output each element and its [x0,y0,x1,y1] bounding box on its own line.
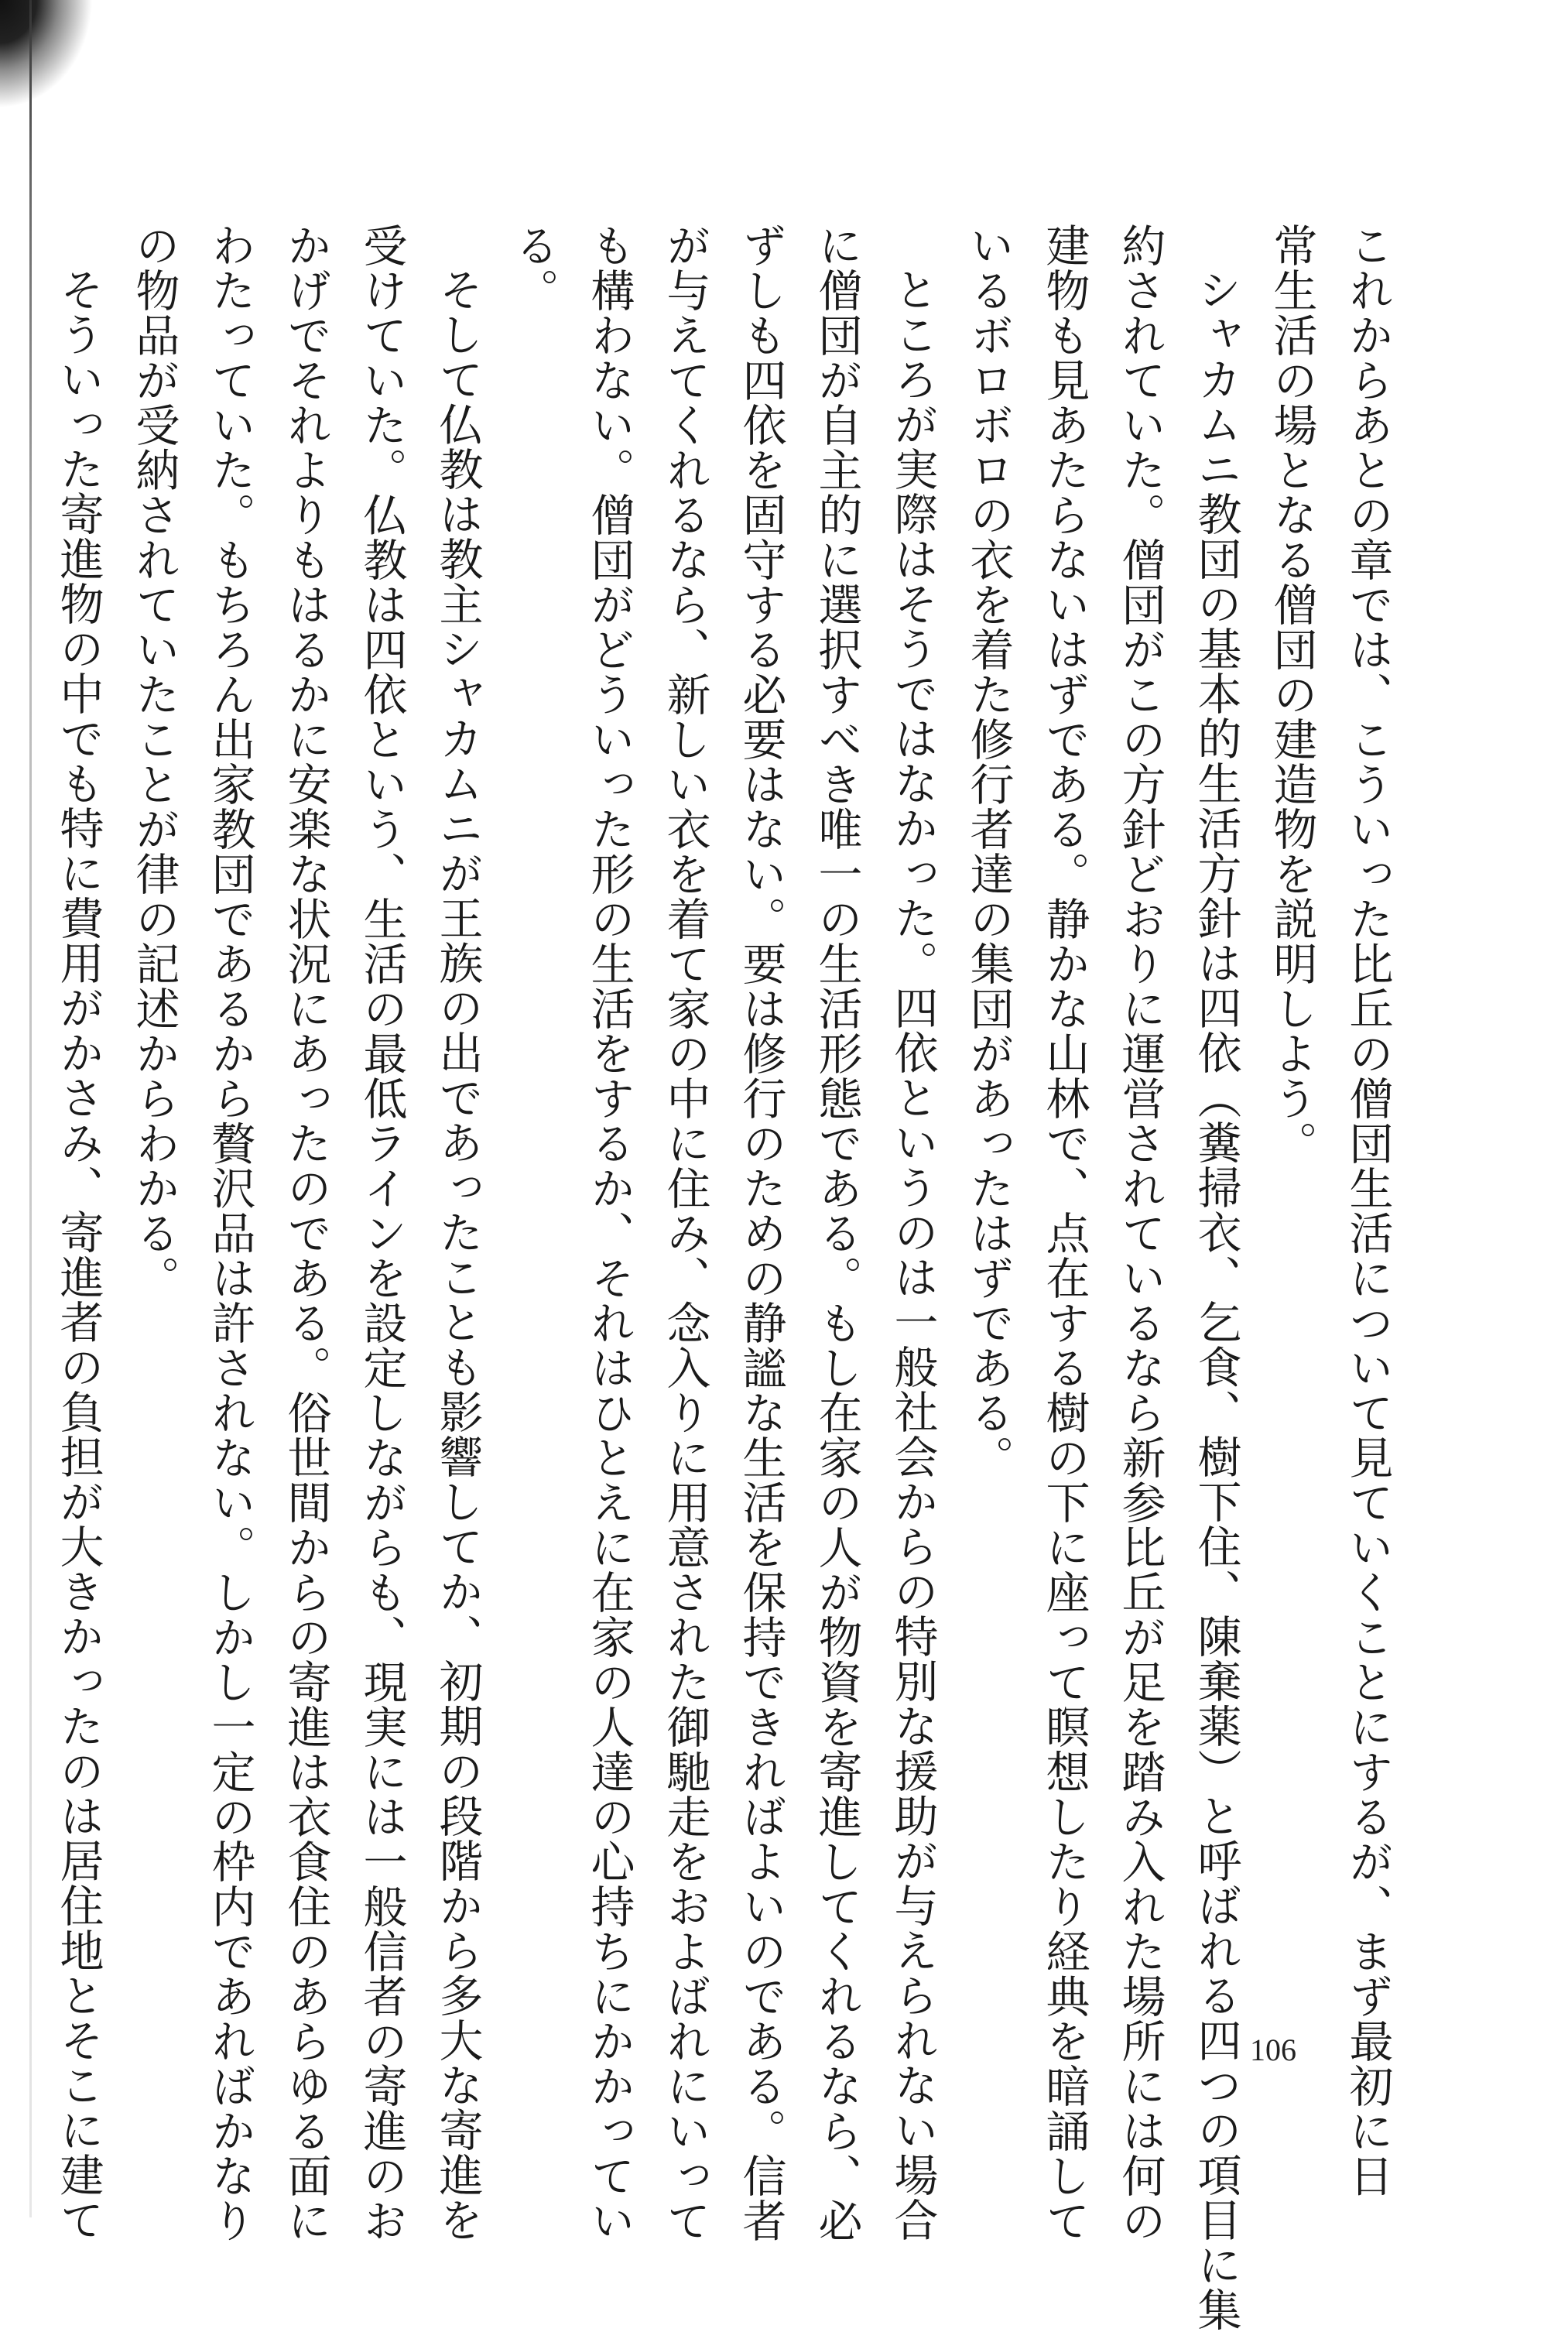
text-line: 受けていた。仏教は四依という、生活の最低ラインを設定しながらも、現実には一般信者の寄進のお [356,223,407,2243]
text-line: 約されていた。僧団がこの方針どおりに運営されているなら新参比丘が足を踏み入れた場所には何の [1114,223,1166,2243]
text-line: いるボロボロの衣を着た修行者達の集団があったはずである。 [963,223,1014,1480]
text-line: 建物も見あたらないはずである。静かな山林で、点在する樹の下に座って瞑想したり経典を暗誦して [1039,223,1090,2243]
text-line: も構わない。僧団がどういった形の生活をするか、それはひとえに在家の人達の心持ちにかかってい [584,223,635,2243]
text-line: る。 [508,223,559,313]
text-line: そういった寄進物の中でも特に費用がかさみ、寄進者の負担が大きかったのは居住地とそこに建て [53,267,104,2242]
text-line: そして仏教は教主シャカムニが王族の出であったことも影響してか、初期の段階から多大な寄進を [432,267,483,2242]
text-line: ところが実際はそうではなかった。四依というのは一般社会からの特別な援助が与えられない場合 [887,267,938,2242]
text-line: ずしも四依を固守する必要はない。要は修行のための静謐な生活を保持できればよいのである。信者 [735,223,786,2243]
text-line: が与えてくれるなら、新しい衣を着て家の中に住み、念入りに用意された御馳走をおよばれにいって [659,223,710,2243]
text-line: シャカムニ教団の基本的生活方針は四依（糞掃衣、乞食、樹下住、陳棄薬）と呼ばれる四つの項目に集 [1190,267,1241,2332]
text-line: の物品が受納されていたことが律の記述からわかる。 [128,223,180,1300]
text-line: かげでそれよりもはるかに安楽な状況にあったのである。俗世間からの寄進は衣食住のあらゆる面に [280,223,331,2243]
scan-binding-line [29,0,32,2217]
text-line: これからあとの章では、こういった比丘の僧団生活について見ていくことにするが、まず最初に日 [1342,223,1393,2198]
page-number: 106 [1250,2032,1296,2067]
text-line: わたっていた。もちろん出家教団であるから贅沢品は許されない。しかし一定の枠内であればかなり [204,223,255,2243]
scan-edge-shadow [0,0,93,108]
text-line: に僧団が自主的に選択すべき唯一の生活形態である。もし在家の人が物資を寄進してくれるなら、必 [811,223,862,2243]
text-line: 常生活の場となる僧団の建造物を説明しよう。 [1266,223,1317,1166]
